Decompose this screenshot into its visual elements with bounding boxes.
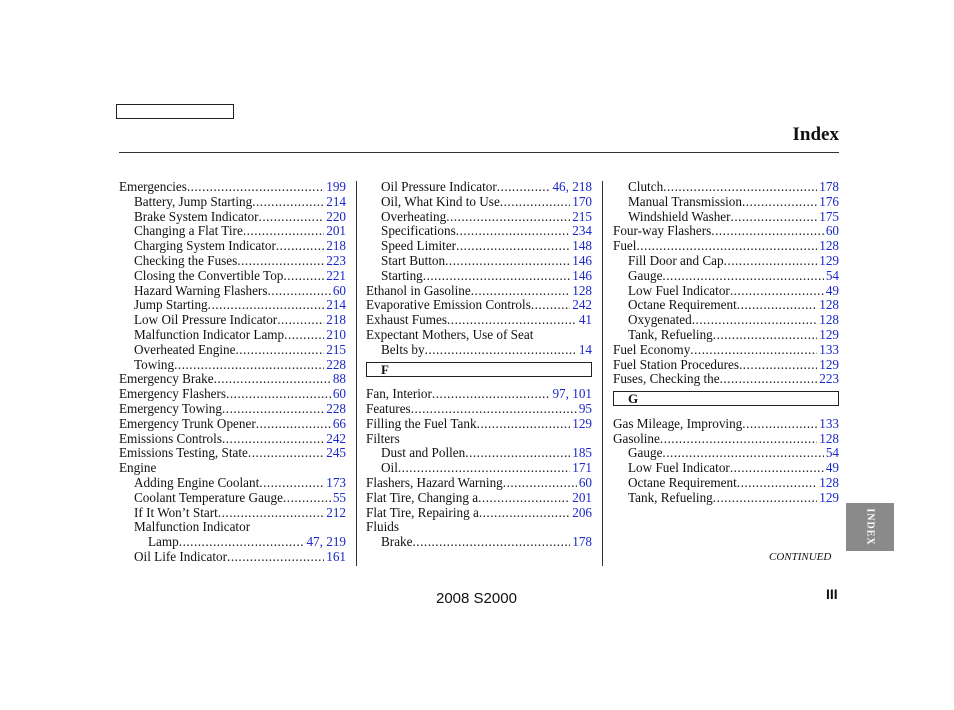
index-entry-label: Oil Life Indicator [134,548,228,564]
index-entry [613,224,839,239]
page-reference-link[interactable]: 146 [572,267,592,283]
dot-leader [456,239,570,254]
index-entry-label: Jump Starting [134,297,208,313]
page-reference-link[interactable]: 228 [326,400,346,416]
page-reference-link[interactable]: 228 [326,356,346,372]
index-side-tab[interactable] [846,503,894,551]
page-reference-link[interactable]: 199 [326,179,346,194]
dot-leader [243,224,324,239]
dot-leader [446,210,570,225]
header-box [116,104,234,119]
index-entry [366,491,592,506]
dot-leader [731,210,818,225]
index-entry-label: Fuses, Checking the [613,371,720,387]
page-reference-link[interactable]: 133 [819,415,839,431]
footer-model: 2008 S2000 [436,590,517,607]
index-entry [613,284,839,299]
index-entry [119,446,346,461]
dot-leader [425,343,577,358]
index-entry [119,284,346,299]
index-entry-label: Emergency Brake [119,371,214,387]
index-entry [613,476,839,491]
dot-leader [456,224,571,239]
page-reference-link[interactable]: 223 [326,252,346,268]
index-entry [366,328,592,343]
index-entry [613,432,839,447]
index-entry [613,195,839,210]
index-entry-label: Low Fuel Indicator [628,460,730,476]
page-reference-link[interactable]: 129 [819,356,839,372]
page-reference-link[interactable]: 242 [572,297,592,313]
page-reference-link[interactable]: 245 [326,445,346,461]
page-reference-link[interactable]: 128 [572,282,592,298]
dot-leader [739,358,817,373]
page-reference-link[interactable]: 218 [326,312,346,328]
page-reference-link[interactable]: 47, 219 [306,534,346,550]
continued-label: CONTINUED [769,551,832,563]
page-reference-link[interactable]: 46, 218 [552,179,592,194]
index-entry-label: Closing the Convertible Top [134,267,284,283]
dot-leader [283,491,331,506]
page-reference-link[interactable]: 54 [825,445,839,461]
page-reference-link[interactable]: 223 [819,371,839,387]
side-tab-label: INDEX [864,508,876,546]
dot-leader [711,224,824,239]
dot-leader [235,343,324,358]
dot-leader [227,550,324,565]
dot-leader [690,343,817,358]
page-reference-link[interactable]: 215 [572,208,592,224]
index-entry-label: Emergencies [119,179,187,194]
dot-leader [479,506,570,521]
page-reference-link[interactable]: 175 [819,208,839,224]
dot-leader [237,254,324,269]
index-entry-label: Emergency Flashers [119,386,227,402]
index-entry [613,446,839,461]
page-reference-link[interactable]: 60 [332,386,346,402]
index-entry-label: Emergency Trunk Opener [119,415,256,431]
index-entry-label: Four-way Flashers [613,223,712,239]
index-entry [119,476,346,491]
index-entry [119,224,346,239]
index-entry [366,269,592,284]
page-reference-link[interactable]: 129 [572,415,592,431]
dot-leader [662,446,823,461]
page-reference-link[interactable]: 41 [578,312,592,328]
page-reference-link[interactable]: 176 [819,193,839,209]
index-entry [119,358,346,373]
dot-leader [398,461,570,476]
page-reference-link[interactable]: 129 [819,252,839,268]
index-entry [613,372,839,387]
dot-leader [226,387,331,402]
dot-leader [660,432,817,447]
dot-leader [471,284,570,299]
dot-leader [259,476,324,491]
page-reference-link[interactable]: 55 [332,489,346,505]
index-entry [366,180,592,195]
page-reference-link[interactable]: 178 [819,179,839,194]
index-entry-label: Flat Tire, Repairing a [366,504,479,520]
index-entry-label: Fuel [613,238,637,254]
page-reference-link[interactable]: 161 [326,548,346,564]
page-reference-link[interactable]: 148 [572,238,592,254]
index-entry [119,328,346,343]
index-entry [366,224,592,239]
index-entry [613,298,839,313]
index-entry-label: Clutch [628,179,664,194]
index-entry [119,210,346,225]
index-entry-label: Specifications [381,223,456,239]
index-entry-label: Low Fuel Indicator [628,282,730,298]
dot-leader [208,298,325,313]
index-entry [366,387,592,402]
index-entry-label: Ethanol in Gasoline [366,282,471,298]
index-entry-label: Coolant Temperature Gauge [134,489,283,505]
index-entry [366,446,592,461]
index-entry-label: Manual Transmission [628,193,742,209]
page-reference-link[interactable]: 133 [819,341,839,357]
dot-leader [222,432,324,447]
page-reference-link[interactable]: 214 [326,297,346,313]
page-reference-link[interactable]: 173 [326,474,346,490]
index-entry [119,461,346,476]
dot-leader [283,269,324,284]
index-entry-label: Filling the Fuel Tank [366,415,477,431]
index-entry-label: Towing [134,356,175,372]
index-entry-label: Oil Pressure Indicator [381,179,497,194]
column-divider [602,181,603,566]
page-reference-link[interactable]: 66 [332,415,346,431]
dot-leader [737,476,817,491]
index-entry [366,417,592,432]
page-reference-link[interactable]: 95 [578,400,592,416]
page-reference-link[interactable]: 212 [326,504,346,520]
index-entry-label: Fuel Station Procedures [613,356,739,372]
index-entry [613,343,839,358]
column-divider [356,181,357,566]
dot-leader [730,284,824,299]
index-entry [613,328,839,343]
page-reference-link[interactable]: 215 [326,341,346,357]
dot-leader [413,535,571,550]
index-entry [366,520,592,535]
index-entry [119,180,346,195]
index-entry [613,313,839,328]
index-entry [119,417,346,432]
index-column-1 [119,180,346,565]
dot-leader [465,446,570,461]
page-reference-link[interactable]: 171 [572,460,592,476]
page-reference-link[interactable]: 220 [326,208,346,224]
index-entry-label: Brake System Indicator [134,208,259,224]
dot-leader [214,372,331,387]
index-entry-label: Gas Mileage, Improving [613,415,743,431]
dot-leader [277,313,324,328]
index-entry-label: Gasoline [613,430,660,446]
index-entry-label: Adding Engine Coolant [134,474,260,490]
page-reference-link[interactable]: 14 [578,341,592,357]
index-entry [366,313,592,328]
index-entry-label: Fuel Economy [613,341,691,357]
page-reference-link[interactable]: 234 [572,223,592,239]
index-entry-label: Expectant Mothers, Use of Seat [366,326,534,342]
index-entry-label: Tank, Refueling [628,326,713,342]
page-reference-link[interactable]: 185 [572,445,592,461]
index-entry [119,269,346,284]
index-entry [366,461,592,476]
dot-leader [720,372,818,387]
index-entry [613,254,839,269]
page-reference-link[interactable]: 178 [572,534,592,550]
dot-leader [174,358,324,373]
page-reference-link[interactable]: 60 [578,474,592,490]
dot-leader [500,195,570,210]
dot-leader [636,239,817,254]
page-reference-link[interactable]: 128 [819,474,839,490]
index-entry [119,195,346,210]
index-entry-label: Hazard Warning Flashers [134,282,268,298]
index-entry-label: Oxygenated [628,312,692,328]
index-entry [366,210,592,225]
index-entry [119,343,346,358]
index-entry-label: If It Won’t Start [134,504,218,520]
index-entry-label: Emissions Controls [119,430,222,446]
index-entry [119,550,346,565]
index-entry-label: Belts by [381,341,425,357]
index-entry-label: Changing a Flat Tire [134,223,243,239]
index-entry [119,491,346,506]
page-reference-link[interactable]: 129 [819,489,839,505]
index-entry [366,284,592,299]
dot-leader [284,328,324,343]
index-entry-label: Low Oil Pressure Indicator [134,312,278,328]
dot-leader [478,491,570,506]
index-entry-label: Starting [381,267,423,283]
dot-leader [663,180,817,195]
index-entry-label: Windshield Washer [628,208,731,224]
index-entry-label: Start Button [381,252,446,268]
index-entry [366,239,592,254]
index-entry-label: Oil [381,460,398,476]
page-reference-link[interactable]: 206 [572,504,592,520]
page-reference-link[interactable]: 221 [326,267,346,283]
dot-leader [432,387,551,402]
page-reference-link[interactable]: 97, 101 [552,386,592,402]
index-entry [366,402,592,417]
dot-leader [737,298,817,313]
index-entry-label: Emergency Towing [119,400,222,416]
index-entry [613,210,839,225]
dot-leader [248,446,324,461]
page-title: Index [792,124,839,145]
index-entry [366,195,592,210]
page-reference-link[interactable]: 49 [825,460,839,476]
dot-leader [276,239,324,254]
dot-leader [445,254,570,269]
index-entry-label: Speed Limiter [381,238,457,254]
page-reference-link[interactable]: 60 [825,223,839,239]
dot-leader [187,180,324,195]
section-header: G [613,391,839,406]
index-entry [366,254,592,269]
index-entry-label: Fluids [366,519,399,535]
index-entry-label: Filters [366,430,400,446]
index-entry [613,239,839,254]
index-entry-label: Exhaust Fumes [366,312,447,328]
index-entry [119,313,346,328]
index-entry-label: Flashers, Hazard Warning [366,474,503,490]
dot-leader [730,461,824,476]
page-reference-link[interactable]: 210 [326,326,346,342]
index-entry [613,491,839,506]
page-reference-link[interactable]: 170 [572,193,592,209]
index-column-2 [366,180,592,550]
page-reference-link[interactable]: 128 [819,430,839,446]
dot-leader [724,254,818,269]
page-reference-link[interactable]: 201 [572,489,592,505]
index-entry [366,298,592,313]
index-entry-label: Oil, What Kind to Use [381,193,500,209]
dot-leader [222,402,324,417]
index-entry [119,506,346,521]
page-reference-link[interactable]: 60 [332,282,346,298]
index-entry [366,535,592,550]
index-entry-label: Overheated Engine [134,341,236,357]
index-entry [366,343,592,358]
dot-leader [531,298,570,313]
index-entry [366,432,592,447]
header-rule [119,152,839,153]
index-entry-label: Tank, Refueling [628,489,713,505]
dot-leader [497,180,551,195]
page-reference-link[interactable]: 146 [572,252,592,268]
index-entry-label: Octane Requirement [628,297,737,313]
index-entry [119,535,346,550]
dot-leader [259,210,325,225]
page-reference-link[interactable]: 128 [819,238,839,254]
page-reference-link[interactable]: 242 [326,430,346,446]
page-reference-link[interactable]: 128 [819,297,839,313]
dot-leader [662,269,823,284]
page-reference-link[interactable]: 214 [326,193,346,209]
dot-leader [411,402,577,417]
index-entry [119,402,346,417]
index-entry [613,180,839,195]
index-entry-label: Engine [119,460,157,476]
dot-leader [179,535,305,550]
index-entry [613,461,839,476]
dot-leader [713,328,817,343]
index-entry-label: Evaporative Emission Controls [366,297,531,313]
index-entry-label: Fill Door and Cap [628,252,724,268]
index-entry-label: Malfunction Indicator Lamp [134,326,285,342]
index-entry [119,298,346,313]
dot-leader [742,417,817,432]
index-entry [613,417,839,432]
index-column-3 [613,180,839,506]
page-reference-link[interactable]: 88 [332,371,346,387]
page-number: III [826,586,838,602]
section-header: F [366,362,592,377]
index-entry-label: Battery, Jump Starting [134,193,253,209]
index-entry-label: Fan, Interior [366,386,432,402]
index-entry [366,476,592,491]
dot-leader [503,476,577,491]
index-entry [613,358,839,373]
dot-leader [447,313,577,328]
index-entry-label: Overheating [381,208,447,224]
dot-leader [713,491,817,506]
index-entry-label: Charging System Indicator [134,238,276,254]
page-reference-link[interactable]: 49 [825,282,839,298]
index-entry [119,432,346,447]
index-entry [366,506,592,521]
index-entry [119,372,346,387]
page-reference-link[interactable]: 54 [825,267,839,283]
index-entry-label: Checking the Fuses [134,252,238,268]
index-entry-label: Octane Requirement [628,474,737,490]
dot-leader [692,313,818,328]
index-entry-label: Features [366,400,411,416]
index-entry [613,269,839,284]
page-reference-link[interactable]: 128 [819,312,839,328]
dot-leader [423,269,570,284]
dot-leader [267,284,330,299]
dot-leader [477,417,571,432]
dot-leader [742,195,817,210]
index-entry-label: Gauge [628,267,663,283]
index-entry-label: Brake [381,534,413,550]
page-reference-link[interactable]: 218 [326,238,346,254]
index-entry [119,254,346,269]
index-entry [119,239,346,254]
index-entry-label: Flat Tire, Changing a [366,489,479,505]
dot-leader [218,506,324,521]
index-entry [119,520,346,535]
page-reference-link[interactable]: 201 [326,223,346,239]
index-entry-label: Emissions Testing, State [119,445,248,461]
index-entry-label: Lamp [148,534,179,550]
index-entry-label: Dust and Pollen [381,445,466,461]
index-entry [119,387,346,402]
dot-leader [252,195,324,210]
index-entry-label: Gauge [628,445,663,461]
dot-leader [256,417,331,432]
index-entry-label: Malfunction Indicator [134,519,251,535]
page-reference-link[interactable]: 129 [819,326,839,342]
